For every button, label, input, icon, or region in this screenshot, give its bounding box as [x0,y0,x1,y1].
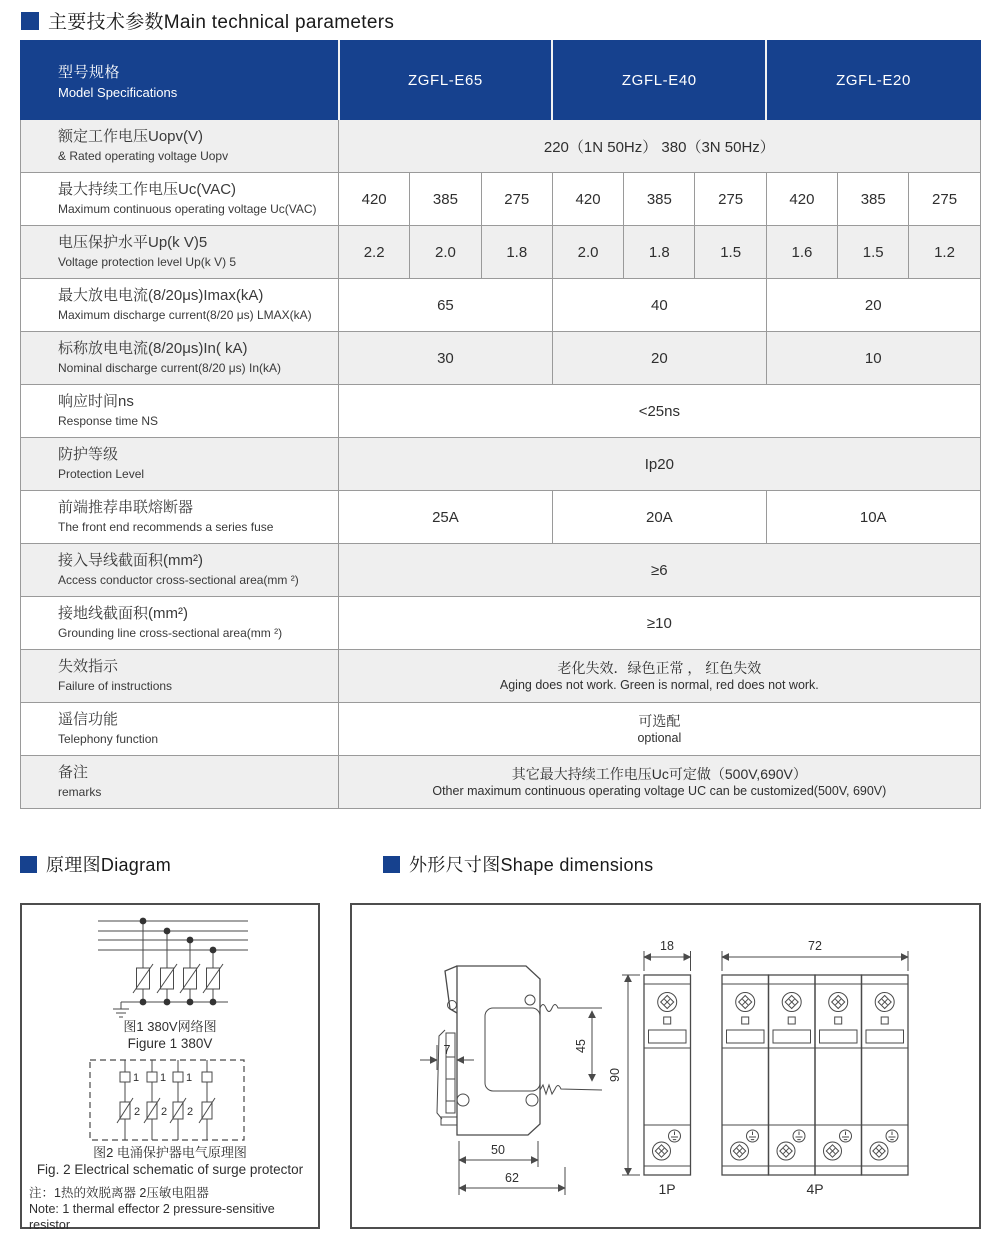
spec-value-cell: 老化失效．绿色正常 ， 红色失效 Aging does not work. Green is normal, red does not work. [339,650,981,703]
spec-row [21,544,981,597]
spec-row-label: 接地线截面积(mm²) Grounding line cross-sectional area(mm ²) [21,597,339,650]
main-parameters-title [21,7,394,34]
dim-18: 18 [660,939,674,953]
svg-text:2: 2 [161,1106,168,1118]
model-column-zgfl-e40: ZGFL-E40 [552,41,766,120]
spec-value-cell: 30 [339,332,553,385]
spec-value-cell: <25ns [339,385,981,438]
label-1p: 1P [658,1181,676,1197]
spec-value-cell: 420 [766,173,837,226]
spec-row [21,173,981,226]
model-spec-label-en: Model Specifications [58,84,178,100]
dim-72: 72 [808,939,822,953]
shape-dimensions-drawing [352,905,979,1227]
blue-square-icon [383,856,400,873]
spec-value-cell: 1.5 [838,226,909,279]
spec-row-label: 接入导线截面积(mm²) Access conductor cross-sectional area(mm ²) [21,544,339,597]
figure2-caption-zh: 图2 电涌保护器电气原理图 [93,1145,247,1160]
diagram-box [20,903,320,1232]
model-spec-header-cell [21,41,339,120]
figure1-caption-en: Figure 1 380V [127,1036,213,1051]
spec-value-cell: 10A [766,491,980,544]
model-column-zgfl-e20: ZGFL-E20 [766,41,980,120]
figure1-caption-zh: 图1 380V网络图 [123,1019,217,1034]
component-number-labels [133,1072,193,1118]
spec-row [21,438,981,491]
spec-row-label: 防护等级 Protection Level [21,438,339,491]
blue-square-icon [21,12,39,30]
shape-title-text: 外形尺寸图Shape dimensions [409,855,654,875]
spec-value-cell: 420 [552,173,623,226]
spd-branches [133,921,223,1002]
spec-table-body [21,120,981,809]
spec-value-cell: 220（1N 50Hz） 380（3N 50Hz） [339,120,981,173]
spec-row [21,226,981,279]
spec-value-cell: 其它最大持续工作电压Uc可定做（500V,690V） Other maximum continuous operating voltage UC can be customized(500V, 690V) [339,756,981,809]
spec-row-label: 最大放电电流(8/20μs)Imax(kA) Maximum discharge current(8/20 μs) LMAX(kA) [21,279,339,332]
spec-value-cell: 275 [695,173,766,226]
svg-text:1: 1 [186,1072,193,1084]
spec-value-cell: 40 [552,279,766,332]
spec-value-cell: 20 [552,332,766,385]
spec-value-cell: 385 [624,173,695,226]
front-view-1p [608,939,691,1197]
spec-row-label: 备注 remarks [21,756,339,809]
svg-text:2: 2 [187,1106,194,1118]
spec-value-cell: 1.8 [481,226,552,279]
diagram-title-text: 原理图Diagram [46,855,172,875]
spec-table-header-row [21,41,981,120]
spec-value-cell: 385 [838,173,909,226]
spec-row [21,756,981,809]
spec-row-label: 失效指示 Failure of instructions [21,650,339,703]
shape-section-title [383,851,653,877]
spec-row-label: 最大持续工作电压Uc(VAC) Maximum continuous operating voltage Uc(VAC) [21,173,339,226]
spec-value-cell: 20A [552,491,766,544]
shape-dimensions-box [350,903,981,1229]
dim-45: 45 [574,1039,588,1053]
svg-text:1: 1 [160,1072,167,1084]
spec-value-cell: 385 [410,173,481,226]
figure-note-en: Note: 1 thermal effector 2 pressure-sensitive resistor [29,1202,275,1232]
spec-value-cell: 2.2 [339,226,410,279]
dim-90: 90 [608,1068,622,1082]
spec-row-label: 前端推荐串联熔断器 The front end recommends a series fuse [21,491,339,544]
spec-value-cell: 420 [339,173,410,226]
figure2-caption-en: Fig. 2 Electrical schematic of surge protector [36,1162,304,1177]
diagram-section-title [20,851,171,877]
spec-row [21,120,981,173]
svg-text:1: 1 [133,1072,140,1084]
label-4p: 4P [806,1181,824,1197]
spec-value-cell: 1.8 [624,226,695,279]
spec-value-cell: Ip20 [339,438,981,491]
spec-value-cell: 1.6 [766,226,837,279]
spec-value-cell: 275 [909,173,980,226]
spec-value-cell: 20 [766,279,980,332]
spec-row-label: 额定工作电压Uopv(V) & Rated operating voltage Uopv [21,120,339,173]
spec-row-label: 遥信功能 Telephony function [21,703,339,756]
dashed-enclosure [90,1060,244,1140]
spec-value-cell: 2.0 [552,226,623,279]
spec-value-cell: 1.2 [909,226,980,279]
spec-row [21,597,981,650]
figure2-schematic [22,1057,318,1145]
figure-note-zh: 注：1热的效脱离器 2压敏电阻器 [29,1186,209,1200]
spec-table [20,40,981,809]
spec-value-cell: 可选配 optional [339,703,981,756]
phase-lines [98,921,248,950]
spec-row-label: 电压保护水平Up(k V)5 Voltage protection level Up(k V) 5 [21,226,339,279]
spec-row [21,332,981,385]
spec-value-cell: 10 [766,332,980,385]
svg-text:2: 2 [134,1106,141,1118]
spec-value-cell: 275 [481,173,552,226]
spec-row [21,279,981,332]
spec-row [21,491,981,544]
spec-value-cell: ≥10 [339,597,981,650]
dim-7: 7 [443,1043,451,1057]
model-column-zgfl-e65: ZGFL-E65 [339,41,553,120]
spec-row-label: 响应时间ns Response time NS [21,385,339,438]
dim-62: 62 [505,1171,519,1185]
blue-square-icon [20,856,37,873]
model-spec-label-zh: 型号规格 [58,63,121,81]
main-parameters-title-text: 主要技术参数Main technical parameters [48,12,395,33]
spec-value-cell: 1.5 [695,226,766,279]
front-view-4p [722,939,908,1197]
spec-row [21,703,981,756]
spec-value-cell: 25A [339,491,553,544]
spec-value-cell: ≥6 [339,544,981,597]
spec-row-label: 标称放电电流(8/20μs)In( kA) Nominal discharge current(8/20 μs) In(kA) [21,332,339,385]
spec-row [21,650,981,703]
figure1-380v-network-diagram [22,905,318,1019]
dim-50: 50 [491,1143,505,1157]
spec-value-cell: 2.0 [410,226,481,279]
spec-row [21,385,981,438]
spec-value-cell: 65 [339,279,553,332]
